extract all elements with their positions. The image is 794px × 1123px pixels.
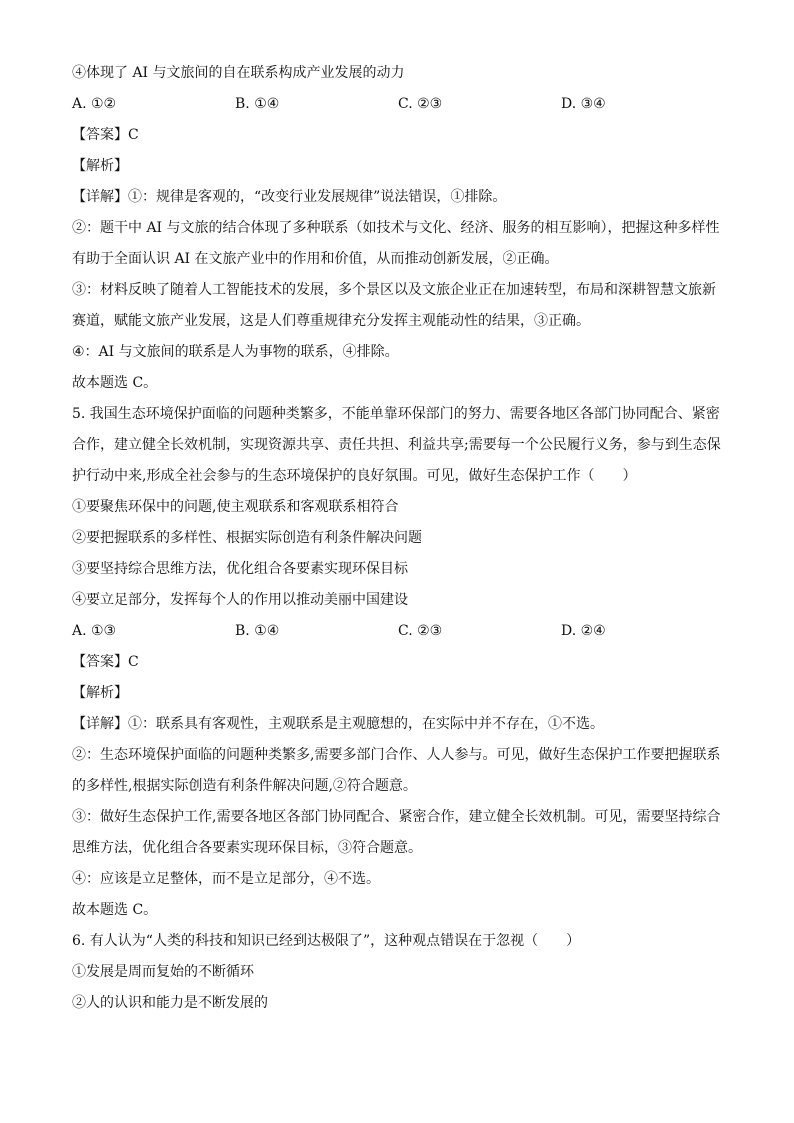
text-line: 【答案】C (72, 654, 139, 670)
answer-option: D. ②④ (561, 623, 606, 639)
text-line: ③：做好生态保护工作,需要各地区各部门协同配合、紧密合作，建立健全长效机制。可见，需要坚持综合 (72, 809, 721, 825)
text-line: 【解析】 (72, 158, 128, 174)
text-line: 【答案】C (72, 127, 139, 143)
text-line: 故本题选 C。 (72, 375, 158, 391)
text-line: 思维方法，优化组合各要素实现环保目标，③符合题意。 (72, 840, 422, 856)
answer-option: B. ①④ (235, 623, 280, 639)
text-line: 合作，建立健全长效机制，实现资源共享、责任共担、利益共享;需要每一个公民履行义务，参与到生态保 (72, 437, 721, 453)
text-line: ④要立足部分，发挥每个人的作用以推动美丽中国建设 (72, 592, 408, 608)
text-line: ②：题干中 AI 与文旅的结合体现了多种联系（如技术与文化、经济、服务的相互影响），把握这种多样性 (72, 220, 720, 236)
answer-option: B. ①④ (235, 96, 280, 112)
answer-option: D. ③④ (561, 96, 606, 112)
text-line: 【详解】①：规律是客观的，“改变行业发展规律”说法错误，①排除。 (72, 189, 507, 205)
text-line: ④：应该是立足整体，而不是立足部分，④不选。 (72, 871, 380, 887)
answer-option: A. ①③ (72, 623, 117, 639)
answer-options (72, 616, 732, 647)
text-line: ②：生态环境保护面临的问题种类繁多,需要多部门合作、人人参与。可见，做好生态保护工作要把握联系 (72, 747, 721, 763)
answer-option: C. ②③ (398, 96, 443, 112)
text-line: 5. 我国生态环境保护面临的问题种类繁多，不能单靠环保部门的努力、需要各地区各部门协同配合、紧密 (72, 406, 720, 422)
text-line: ①要聚焦环保中的问题,使主观联系和客观联系相符合 (72, 499, 399, 515)
document-page (72, 58, 732, 1019)
answer-options (72, 89, 732, 120)
text-line: 6. 有人认为“人类的科技和知识已经到达极限了”，这种观点错误在于忽视（ ） (72, 933, 581, 949)
text-line: ③要坚持综合思维方法，优化组合各要素实现环保目标 (72, 561, 408, 577)
text-line: 的多样性,根据实际创造有利条件解决问题,②符合题意。 (72, 778, 417, 794)
answer-option: C. ②③ (398, 623, 443, 639)
text-line: ②人的认识和能力是不断发展的 (72, 995, 268, 1011)
text-line: ④体现了 AI 与文旅间的自在联系构成产业发展的动力 (72, 65, 405, 81)
text-line: 赛道，赋能文旅产业发展，这是人们尊重规律充分发挥主观能动性的结果，③正确。 (72, 313, 590, 329)
text-line: 【解析】 (72, 685, 128, 701)
text-line: ④：AI 与文旅间的联系是人为事物的联系，④排除。 (72, 344, 399, 360)
text-line: ①发展是周而复始的不断循环 (72, 964, 254, 980)
text-line: 故本题选 C。 (72, 902, 158, 918)
answer-option: A. ①② (72, 96, 117, 112)
text-line: 【详解】①：联系具有客观性，主观联系是主观臆想的，在实际中并不存在，①不选。 (72, 716, 604, 732)
text-line: 有助于全面认识 AI 在文旅产业中的作用和价值，从而推动创新发展，②正确。 (72, 251, 559, 267)
text-line: 护行动中来,形成全社会参与的生态环境保护的良好氛围。可见，做好生态保护工作（ ） (72, 468, 637, 484)
text-line: ③：材料反映了随着人工智能技术的发展，多个景区以及文旅企业正在加速转型，布局和深耕智慧文旅新 (72, 282, 716, 298)
text-line: ②要把握联系的多样性、根据实际创造有利条件解决问题 (72, 530, 422, 546)
